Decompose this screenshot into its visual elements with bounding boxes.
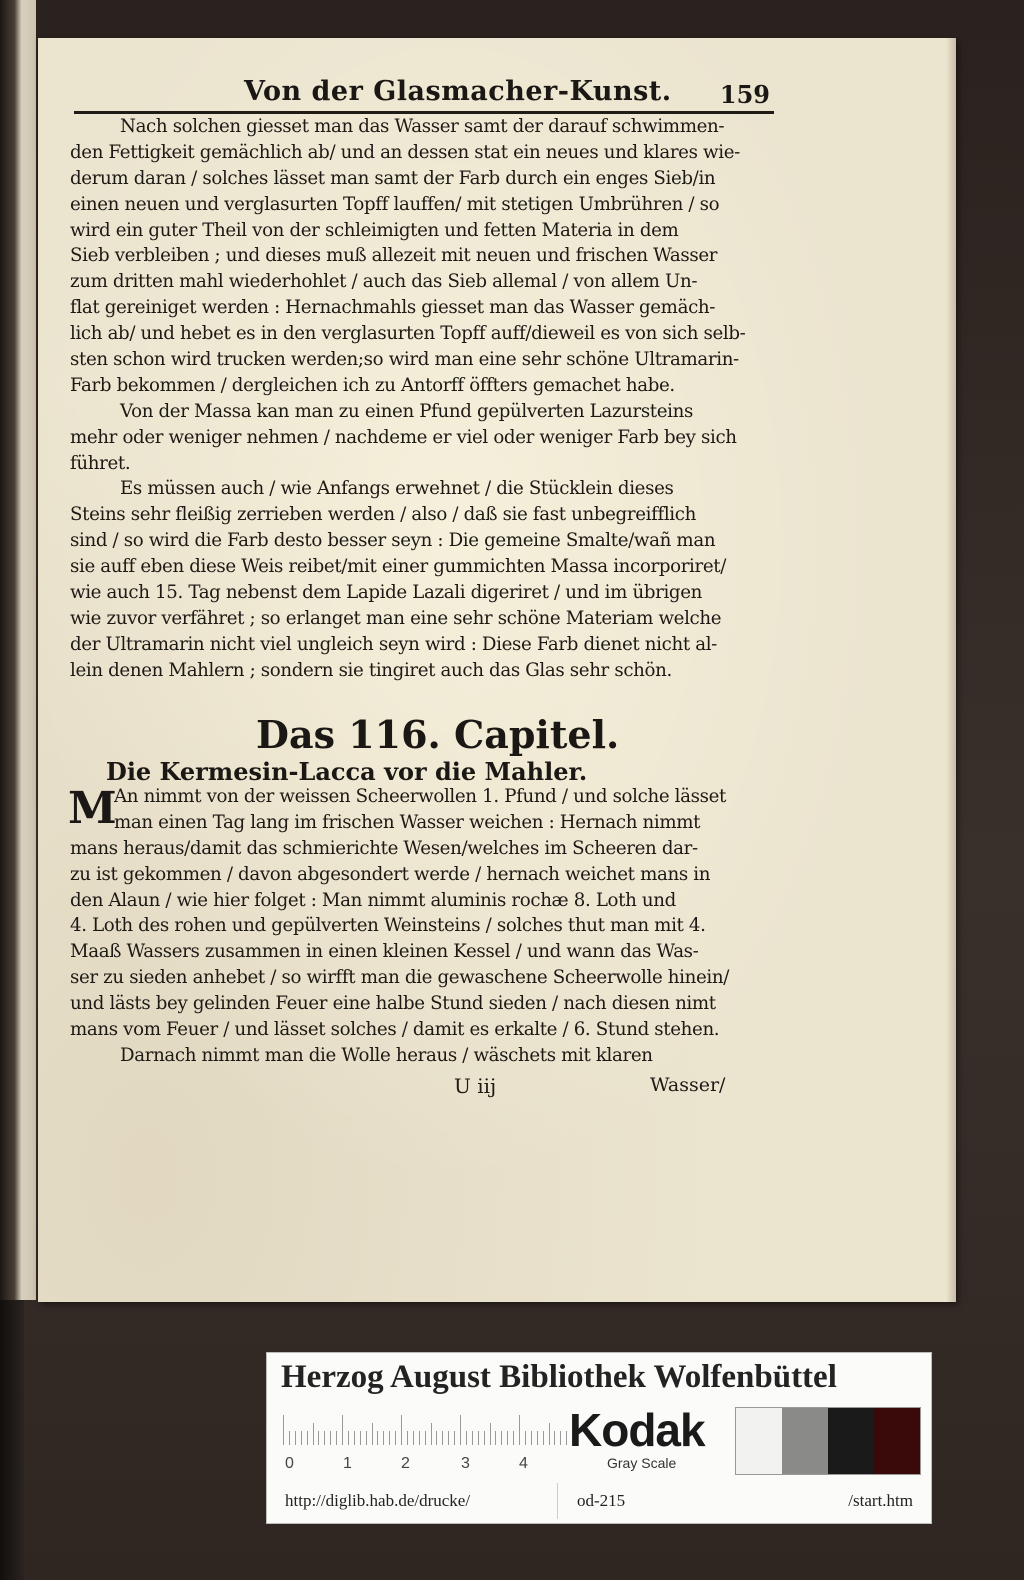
- ruler-tick: [295, 1431, 296, 1445]
- ruler-tick: [436, 1431, 437, 1445]
- ruler-tick: [466, 1431, 467, 1445]
- ruler-number: 3: [461, 1455, 470, 1472]
- ruler-tick: [425, 1431, 426, 1445]
- ruler-tick: [413, 1431, 414, 1445]
- ruler-tick: [472, 1431, 473, 1445]
- ruler-tick: [395, 1431, 396, 1445]
- ruler-tick: [501, 1431, 502, 1445]
- text-line: wie auch 15. Tag nebenst dem Lapide Lazali digeriret / und im übrigen: [70, 582, 703, 604]
- ruler-tick: [513, 1431, 514, 1445]
- gray-scale-label: Gray Scale: [607, 1455, 677, 1471]
- chapter-title: Das 116. Capitel.: [256, 712, 620, 757]
- url-prefix: http://diglib.hab.de/drucke/: [285, 1491, 471, 1510]
- text-line: Steins sehr fleißig zerrieben werden / also / daß sie fast unbegreifflich: [70, 504, 696, 526]
- chapter-text: [70, 784, 776, 1069]
- text-line: Farb bekommen / dergleichen ich zu Antorff öffters gemachet habe.: [70, 374, 675, 396]
- text-line: ser zu sieden anhebet / so wirfft man die gewaschene Scheerwolle hinein/: [70, 967, 729, 989]
- gray-scale-patches: [735, 1407, 921, 1475]
- drop-initial: M: [68, 783, 117, 834]
- text-line: sten schon wird trucken werden;so wird man eine sehr schöne Ultramarin-: [70, 349, 739, 371]
- ruler-tick: [478, 1431, 479, 1445]
- running-head: Von der Glasmacher-Kunst.: [244, 76, 672, 107]
- page-number: 159: [719, 80, 770, 109]
- color-calibration-card: [266, 1352, 932, 1524]
- gray-patch: [828, 1408, 874, 1474]
- ruler-tick: [330, 1431, 331, 1445]
- ruler-tick: [289, 1431, 290, 1445]
- gray-patch: [736, 1408, 782, 1474]
- gray-patch: [874, 1408, 920, 1474]
- ruler-tick: [307, 1431, 308, 1445]
- ruler-tick: [431, 1423, 432, 1445]
- text-line: flat gereiniget werden : Hernachmahls giesset man das Wasser gemäch-: [70, 297, 716, 319]
- ruler-tick: [342, 1415, 343, 1445]
- ruler-tick: [383, 1431, 384, 1445]
- chapter-subtitle: Die Kermesin-Lacca vor die Mahler.: [106, 757, 588, 786]
- library-name: Herzog August Bibliothek Wolfenbüttel: [281, 1359, 837, 1395]
- ruler-number: 1: [343, 1455, 352, 1472]
- text-line: mehr oder weniger nehmen / nachdeme er viel oder weniger Farb bey sich: [70, 426, 737, 448]
- ruler-tick: [354, 1431, 355, 1445]
- text-line: 4. Loth des rohen und gepülverten Weinsteins / solches thut man mit 4.: [70, 915, 706, 937]
- catchword: Wasser/: [650, 1074, 726, 1096]
- ruler-tick: [495, 1431, 496, 1445]
- ruler-tick: [460, 1415, 461, 1445]
- ruler-tick: [324, 1431, 325, 1445]
- kodak-logo: Kodak: [569, 1404, 705, 1456]
- ruler-tick: [454, 1431, 455, 1445]
- text-line: und lästs bey gelinden Feuer eine halbe Stund sieden / nach diesen nimt: [70, 993, 716, 1015]
- book-binding: [0, 0, 36, 1300]
- ruler-tick: [389, 1431, 390, 1445]
- ruler-tick: [543, 1431, 544, 1445]
- body-text: [70, 114, 776, 684]
- ruler-tick: [537, 1431, 538, 1445]
- ruler-tick: [372, 1423, 373, 1445]
- text-line: führet.: [70, 452, 131, 474]
- ruler-tick: [525, 1431, 526, 1445]
- text-line: den Fettigkeit gemächlich ab/ und an dessen stat ein neues und klares wie-: [70, 141, 740, 163]
- ruler-tick: [318, 1431, 319, 1445]
- ruler-tick: [448, 1431, 449, 1445]
- ruler-tick: [401, 1415, 402, 1445]
- ruler-tick: [360, 1431, 361, 1445]
- ruler-tick: [519, 1415, 520, 1445]
- text-line: wie zuvor verfähret ; so erlanget man eine sehr schöne Materiam welche: [70, 607, 722, 629]
- text-line: einen neuen und verglasurten Topff lauffen/ mit stetigen Umbrühren / so: [70, 193, 720, 215]
- text-line: lich ab/ und hebet es in den verglasurten Topff auff/dieweil es von sich selb-: [70, 323, 746, 345]
- text-line: man einen Tag lang im frischen Wasser weichen : Hernach nimmt: [114, 811, 701, 833]
- signature-mark: U iij: [454, 1074, 497, 1098]
- page-edge-shadow: [946, 38, 956, 1302]
- ruler-tick: [419, 1431, 420, 1445]
- text-line: lein denen Mahlern ; sondern sie tingiret auch das Glas sehr schön.: [70, 659, 672, 681]
- text-line: zum dritten mahl wiederhohlet / auch das Sieb allemal / von allem Un-: [70, 271, 698, 293]
- ruler-tick: [442, 1431, 443, 1445]
- text-line: zu ist gekommen / davon abgesondert werde / hernach weichet mans in: [70, 863, 711, 885]
- url-id: od-215: [577, 1491, 626, 1510]
- url-suffix: /start.htm: [848, 1491, 913, 1510]
- ruler-tick: [366, 1431, 367, 1445]
- text-line: sie auff eben diese Weis reibet/mit einer gummichten Massa incorporiret/: [70, 556, 727, 578]
- ruler-tick: [531, 1431, 532, 1445]
- ruler-tick: [560, 1431, 561, 1445]
- text-line: wird ein guter Theil von der schleimigten und fetten Materia in dem: [70, 219, 679, 241]
- ruler-tick: [377, 1431, 378, 1445]
- scale-ruler: [283, 1411, 553, 1449]
- ruler-tick: [313, 1423, 314, 1445]
- text-line: Darnach nimmt man die Wolle heraus / wäschets mit klaren: [120, 1044, 653, 1066]
- text-line: An nimmt von der weissen Scheerwollen 1. Pfund / und solche lässet: [114, 786, 726, 807]
- ruler-number: 4: [519, 1455, 528, 1472]
- ruler-tick: [407, 1431, 408, 1445]
- ruler-tick: [490, 1423, 491, 1445]
- ruler-number: 2: [401, 1455, 410, 1472]
- ruler-tick: [566, 1431, 567, 1445]
- ruler-tick: [484, 1431, 485, 1445]
- text-line: Sieb verbleiben ; und dieses muß allezeit mit neuen und frischen Wasser: [70, 245, 718, 267]
- card-divider: [557, 1483, 558, 1519]
- text-line: Maaß Wassers zusammen in einen kleinen Kessel / und wann das Was-: [70, 941, 699, 963]
- text-line: Von der Massa kan man zu einen Pfund gepülverten Lazursteins: [120, 400, 693, 422]
- text-line: Es müssen auch / wie Anfangs erwehnet / die Stücklein dieses: [120, 478, 674, 500]
- ruler-tick: [507, 1431, 508, 1445]
- ruler-tick: [283, 1415, 284, 1445]
- ruler-tick: [336, 1431, 337, 1445]
- text-line: Nach solchen giesset man das Wasser samt der darauf schwimmen-: [120, 116, 725, 137]
- gray-patch: [782, 1408, 828, 1474]
- ruler-tick: [549, 1423, 550, 1445]
- ruler-tick: [554, 1431, 555, 1445]
- text-line: mans heraus/damit das schmierichte Wesen/welches im Scheeren dar-: [70, 837, 698, 859]
- ruler-tick: [301, 1431, 302, 1445]
- text-line: mans vom Feuer / und lässet solches / damit es erkalte / 6. Stund stehen.: [70, 1019, 720, 1041]
- ruler-number: 0: [285, 1455, 294, 1472]
- text-line: sind / so wird die Farb desto besser seyn : Die gemeine Smalte/wañ man: [70, 530, 716, 552]
- ruler-tick: [348, 1431, 349, 1445]
- page-header: [74, 76, 774, 112]
- text-line: der Ultramarin nicht viel ungleich seyn wird : Diese Farb dienet nicht al-: [70, 633, 717, 655]
- text-line: den Alaun / wie hier folget : Man nimmt aluminis rochæ 8. Loth und: [70, 889, 676, 911]
- book-binding-lower: [0, 1300, 24, 1580]
- text-line: derum daran / solches lässet man samt der Farb durch ein enges Sieb/in: [70, 167, 716, 189]
